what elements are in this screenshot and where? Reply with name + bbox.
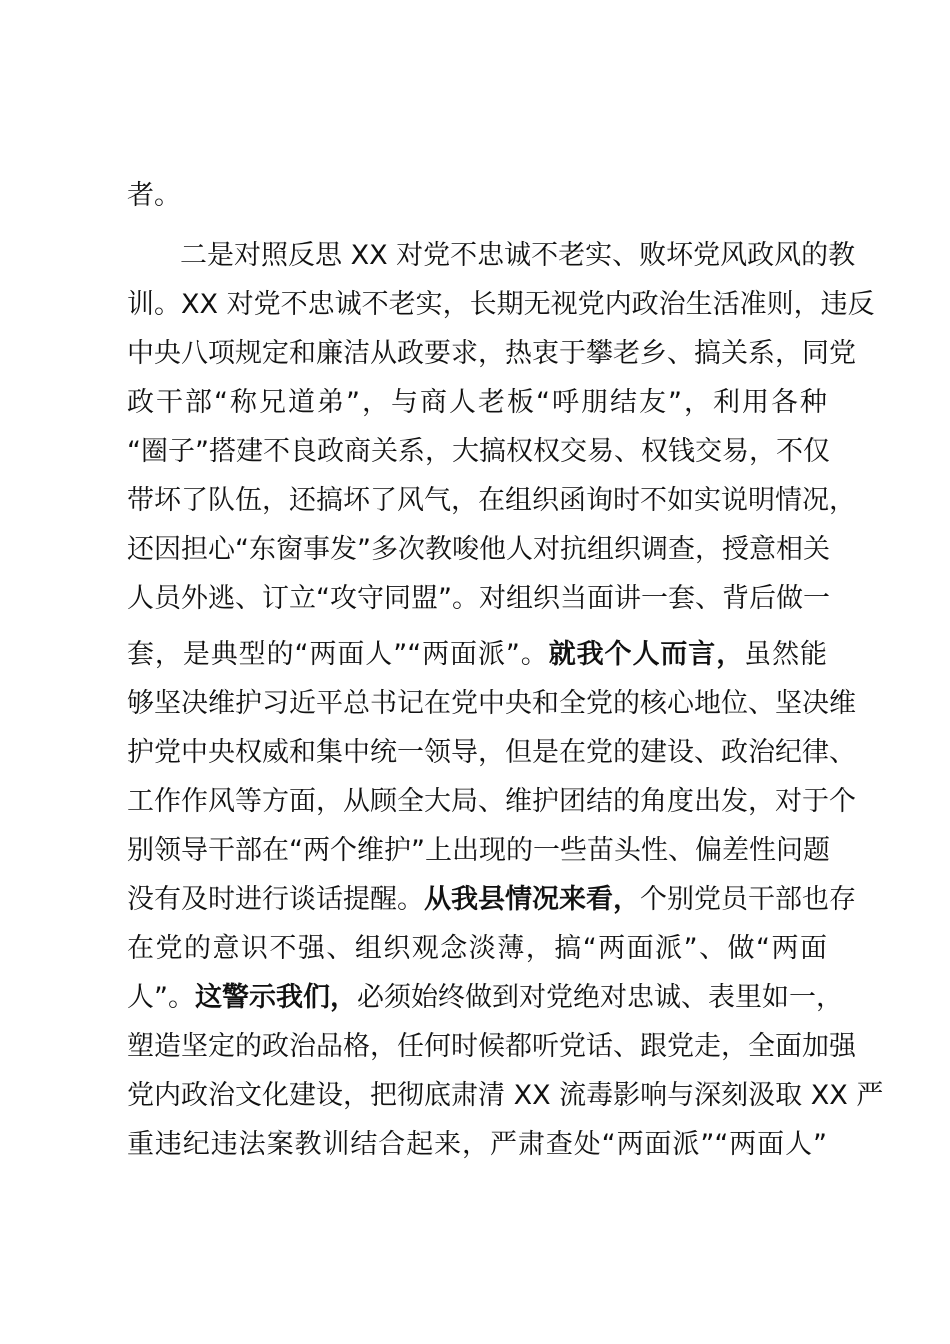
paragraph-line: 别领导干部在“两个维护”上出现的一些苗头性、偏差性问题 — [127, 835, 830, 866]
paragraph-line: 套，是典型的“两面人”“两面派”。就我个人而言，虽然能 — [127, 639, 827, 670]
paragraph-line: 中央八项规定和廉洁从政要求，热衷于攀老乡、搞关系，同党 — [127, 338, 856, 369]
paragraph-line: 塑造坚定的政治品格，任何时候都听党话、跟党走，全面加强 — [127, 1031, 856, 1062]
emphasis-text: 就我个人而言， — [548, 639, 745, 670]
paragraph-line: 党内政治文化建设，把彻底肃清 XX 流毒影响与深刻汲取 XX 严 — [127, 1080, 884, 1111]
paragraph-line: 重违纪违法案教训结合起来，严肃查处“两面派”“两面人” — [127, 1129, 827, 1160]
paragraph-line: 在党的意识不强、组织观念淡薄，搞“两面派”、做“两面 — [127, 933, 827, 964]
paragraph-line: 够坚决维护习近平总书记在党中央和全党的核心地位、坚决维 — [127, 688, 856, 719]
paragraph-line: 训。XX 对党不忠诚不老实，长期无视党内政治生活准则，违反 — [127, 289, 875, 320]
paragraph-line: 带坏了队伍，还搞坏了风气，在组织函询时不如实说明情况， — [127, 485, 856, 516]
paragraph-line: 者。 — [127, 180, 181, 211]
paragraph-line: 护党中央权威和集中统一领导，但是在党的建设、政治纪律、 — [127, 737, 856, 768]
emphasis-text: 这警示我们， — [195, 982, 357, 1013]
paragraph-line: 工作作风等方面，从顾全大局、维护团结的角度出发，对于个 — [127, 786, 856, 817]
paragraph-line: “圈子”搭建不良政商关系，大搞权权交易、权钱交易，不仅 — [127, 436, 830, 467]
paragraph-line: 人”。这警示我们，必须始终做到对党绝对忠诚、表里如一， — [127, 982, 843, 1013]
paragraph-line: 二是对照反思 XX 对党不忠诚不老实、败坏党风政风的教 — [180, 240, 856, 271]
paragraph-line: 没有及时进行谈话提醒。从我县情况来看，个别党员干部也存 — [127, 884, 856, 915]
emphasis-text: 从我县情况来看， — [424, 884, 640, 915]
paragraph-line: 还因担心“东窗事发”多次教唆他人对抗组织调查，授意相关 — [127, 534, 830, 565]
paragraph-line: 人员外逃、订立“攻守同盟”。对组织当面讲一套、背后做一 — [127, 583, 830, 614]
paragraph-line: 政干部“称兄道弟”，与商人老板“呼朋结友”，利用各种 — [127, 387, 827, 418]
